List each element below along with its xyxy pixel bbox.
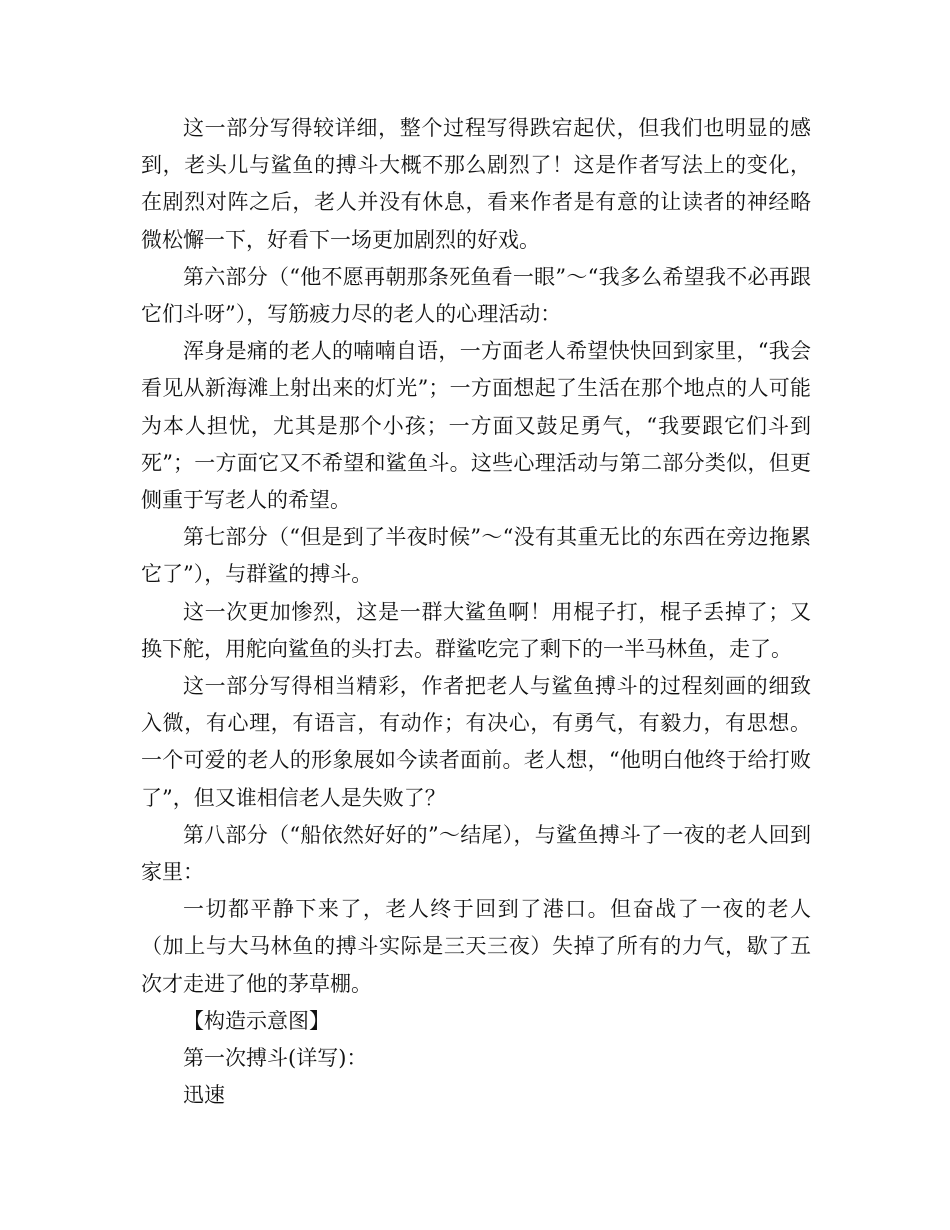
paragraph-summary-part5: 这一部分写得较详细，整个过程写得跌宕起伏，但我们也明显的感到，老头儿与鲨鱼的搏斗大概不那么剧烈了！这是作者写法上的变化，在剧烈对阵之后，老人并没有休息，看来作者是有意的让读者的神经略微松懈一下，好看下一场更加剧烈的好戏。 [141, 116, 811, 252]
paragraph-part6-heading: 第六部分（“他不愿再朝那条死鱼看一眼”～“我多么希望我不必再跟它们斗呀”），写筋疲力尽的老人的心理活动： [141, 264, 811, 327]
section-heading-structure-diagram: 【构造示意图】 [183, 1008, 330, 1033]
paragraph-swift-label: 迅速 [183, 1083, 225, 1108]
paragraph-first-fight-label: 第一次搏斗(详写)： [183, 1046, 368, 1071]
paragraph-part7-body: 这一次更加惨烈，这是一群大鲨鱼啊！用棍子打，棍子丢掉了；又换下舵，用舵向鲨鱼的头打去。群鲨吃完了剩下的一半马林鱼，走了。 [141, 599, 811, 661]
paragraph-part7-comment: 这一部分写得相当精彩，作者把老人与鲨鱼搏斗的过程刻画的细致入微，有心理，有语言，有动作；有决心，有勇气，有毅力，有思想。一个可爱的老人的形象展如今读者面前。老人想，“他明白他终于给打败了”，但又谁相信老人是失败了？ [141, 674, 811, 810]
paragraph-part6-body: 浑身是痛的老人的喃喃自语，一方面老人希望快快回到家里，“我会看见从新海滩上射出来的灯光”；一方面想起了生活在那个地点的人可能为本人担忧，尤其是那个小孩；一方面又鼓足勇气，“我要跟它们斗到死”；一方面它又不希望和鲨鱼斗。这些心理活动与第二部分类似，但更侧重于写老人的希望。 [141, 339, 811, 513]
paragraph-part8-heading: 第八部分（“船依然好好的”～结尾），与鲨鱼搏斗了一夜的老人回到家里： [141, 822, 811, 885]
paragraph-part7-heading: 第七部分（“但是到了半夜时候”～“没有其重无比的东西在旁边拖累它了”），与群鲨的搏斗。 [141, 525, 811, 587]
paragraph-part8-body: 一切都平静下来了，老人终于回到了港口。但奋战了一夜的老人（加上与大马林鱼的搏斗实际是三天三夜）失掉了所有的力气，歇了五次才走进了他的茅草棚。 [141, 897, 811, 996]
document-body [141, 110, 811, 1114]
